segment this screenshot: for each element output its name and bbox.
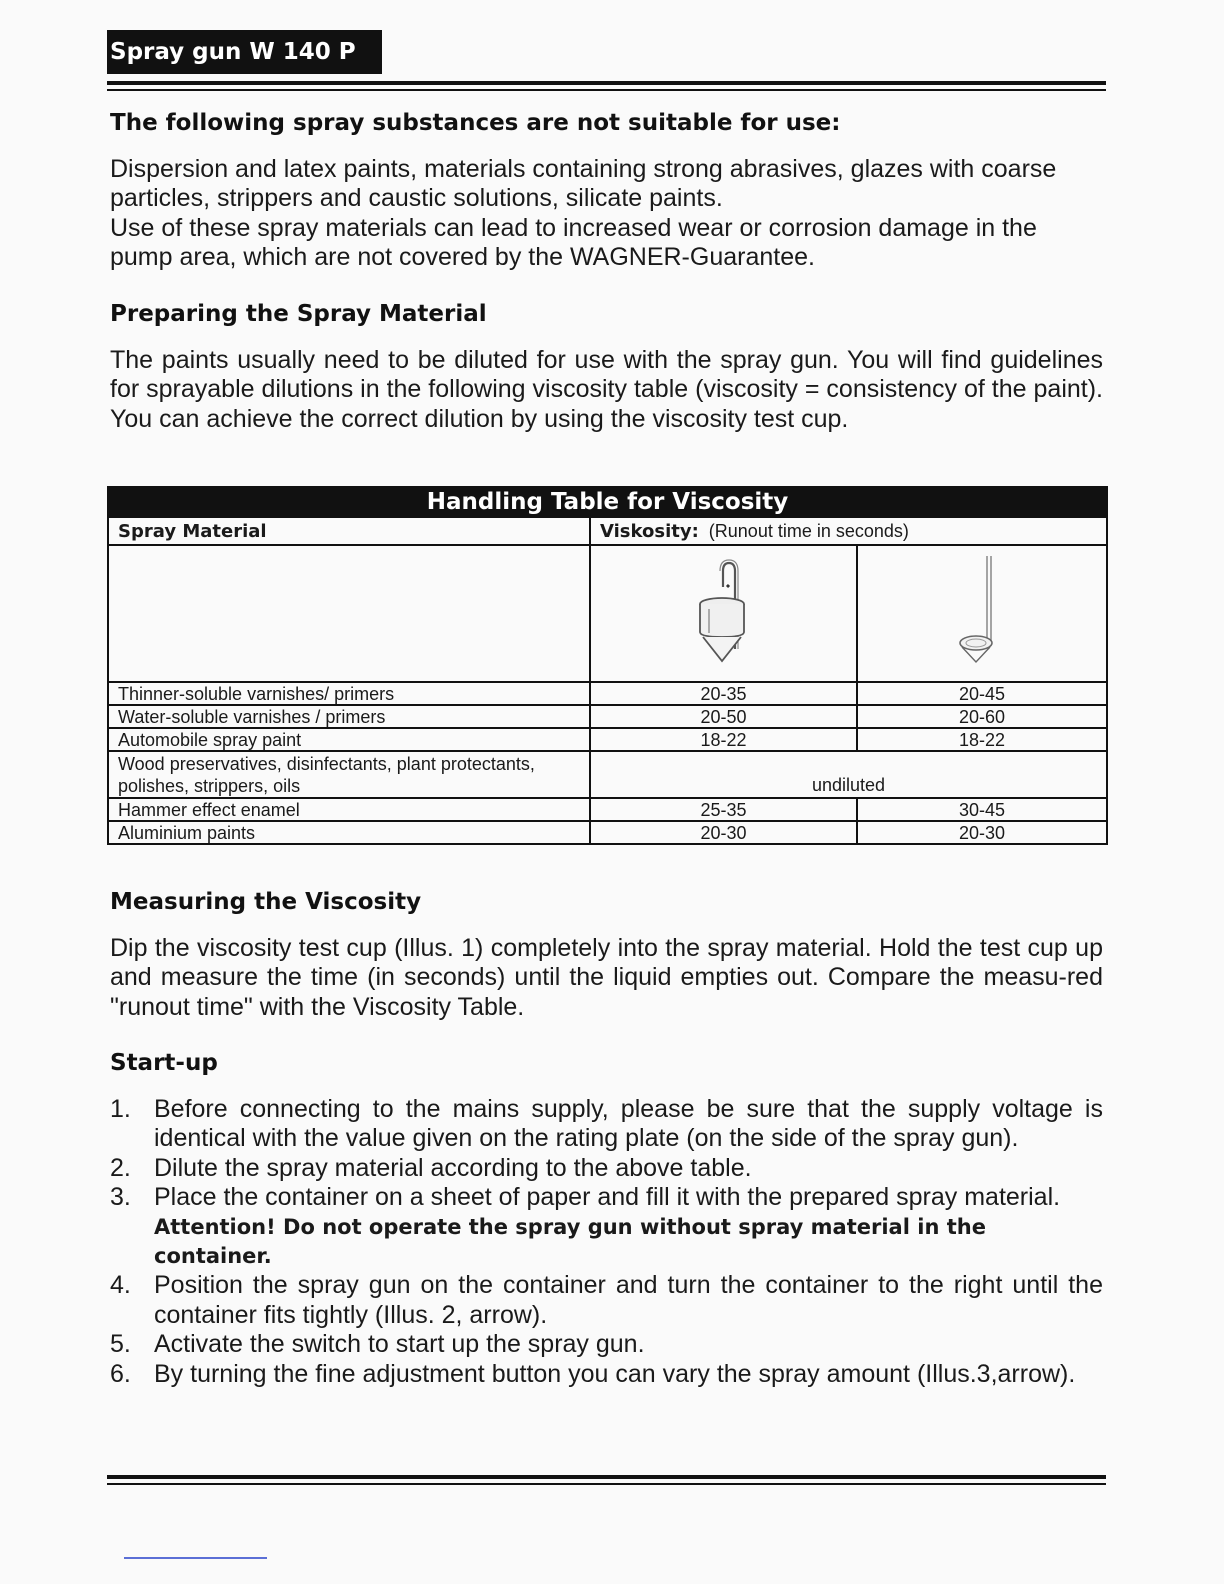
list-item [110, 1095, 1103, 1154]
cup-icon-cell-2 [857, 545, 1107, 682]
column-header-material: Spray Material [108, 517, 590, 545]
empty-icon-cell [108, 545, 590, 682]
cup1-cell: 25-35 [590, 798, 857, 821]
header-rule-thin [107, 89, 1106, 91]
step-text: Before connecting to the mains supply, please be sure that the supply voltage is identical with the value given on the rating plate (on the side of the spray gun). [154, 1095, 1103, 1153]
step-number: 5. [110, 1330, 131, 1359]
material-cell: Wood preservatives, disinfectants, plant protectants, polishes, strippers, oils [108, 751, 590, 798]
table-row [108, 682, 1107, 705]
cup-icon-cell-1 [590, 545, 857, 682]
material-cell: Aluminium paints [108, 821, 590, 844]
list-item [110, 1271, 1103, 1330]
footer-rule-thick [107, 1475, 1106, 1479]
dip-cup-icon [947, 552, 1017, 672]
cup1-cell: 18-22 [590, 728, 857, 751]
table-row [108, 751, 1107, 798]
column-header-viscosity [590, 517, 1107, 545]
header-rule-thick [107, 81, 1106, 85]
step-text: Position the spray gun on the container and turn the container to the right until the container fits tightly (Illus. 2, arrow). [154, 1271, 1103, 1329]
step-number: 1. [110, 1095, 131, 1123]
table-row [108, 821, 1107, 844]
viscosity-cup-icon [689, 557, 759, 667]
cup2-cell: 30-45 [857, 798, 1107, 821]
paragraph-preparing: The paints usually need to be diluted for use with the spray gun. You will find guidelines for sprayable dilutions in the following viscosity table (viscosity = consistency of the paint). You can achieve the correct dilution by using the viscosity test cup. [110, 346, 1103, 433]
step-number: 2. [110, 1153, 131, 1182]
step-text: Dilute the spray material according to the above table. [154, 1153, 752, 1182]
material-cell: Water-soluble varnishes / primers [108, 705, 590, 728]
cup2-cell: 18-22 [857, 728, 1107, 751]
paragraph-unsuitable [110, 155, 1103, 272]
table-title: Handling Table for Viscosity [108, 487, 1107, 517]
material-cell: Hammer effect enamel [108, 798, 590, 821]
list-item [110, 1154, 1103, 1183]
heading-unsuitable: The following spray substances are not suitable for use: [110, 110, 841, 136]
viscosity-table [107, 486, 1108, 845]
table-row [108, 705, 1107, 728]
table-row [108, 798, 1107, 821]
startup-steps [110, 1095, 1103, 1389]
list-item [110, 1330, 1103, 1359]
heading-measuring: Measuring the Viscosity [110, 889, 422, 915]
cup2-cell: 20-30 [857, 821, 1107, 844]
cup2-cell: 20-60 [857, 705, 1107, 728]
cup1-cell: 20-35 [590, 682, 857, 705]
table-row [108, 728, 1107, 751]
undiluted-cell: undiluted [590, 751, 1107, 798]
step-text: By turning the fine adjustment button you can vary the spray amount (Illus.3,arrow). [154, 1359, 1076, 1388]
document-title-tag: Spray gun W 140 P [107, 30, 382, 74]
list-item [110, 1183, 1103, 1271]
heading-preparing: Preparing the Spray Material [110, 301, 487, 327]
material-cell: Automobile spray paint [108, 728, 590, 751]
cup1-cell: 20-30 [590, 821, 857, 844]
material-cell: Thinner-soluble varnishes/ primers [108, 682, 590, 705]
footer-accent-line [124, 1557, 267, 1559]
cup1-cell: 20-50 [590, 705, 857, 728]
viscosity-note: (Runout time in seconds) [708, 520, 909, 541]
step-text: Activate the switch to start up the spray gun. [154, 1330, 645, 1359]
heading-startup: Start-up [110, 1050, 218, 1076]
attention-warning: Attention! Do not operate the spray gun without spray material in the container. [154, 1214, 986, 1269]
step-number: 3. [110, 1183, 131, 1212]
viscosity-label: Viskosity: [600, 520, 699, 542]
step-text: Place the container on a sheet of paper and fill it with the prepared spray material. [154, 1183, 1061, 1212]
paragraph-measuring: Dip the viscosity test cup (Illus. 1) completely into the spray material. Hold the test cup up and measure the time (in seconds) until the liquid empties out. Compare the measu-red "runout time" with the Viscosity Table. [110, 934, 1103, 1021]
footer-rule-thin [107, 1483, 1106, 1485]
unsuitable-text-1: Dispersion and latex paints, materials containing strong abrasives, glazes with coarse particles, strippers and caustic solutions, silicate paints. [110, 155, 1057, 213]
list-item [110, 1360, 1103, 1389]
step-number: 4. [110, 1271, 131, 1300]
unsuitable-text-2: Use of these spray materials can lead to increased wear or corrosion damage in the pump area, which are not covered by the WAGNER-Guarantee. [110, 213, 1037, 271]
step-number: 6. [110, 1359, 131, 1388]
cup2-cell: 20-45 [857, 682, 1107, 705]
